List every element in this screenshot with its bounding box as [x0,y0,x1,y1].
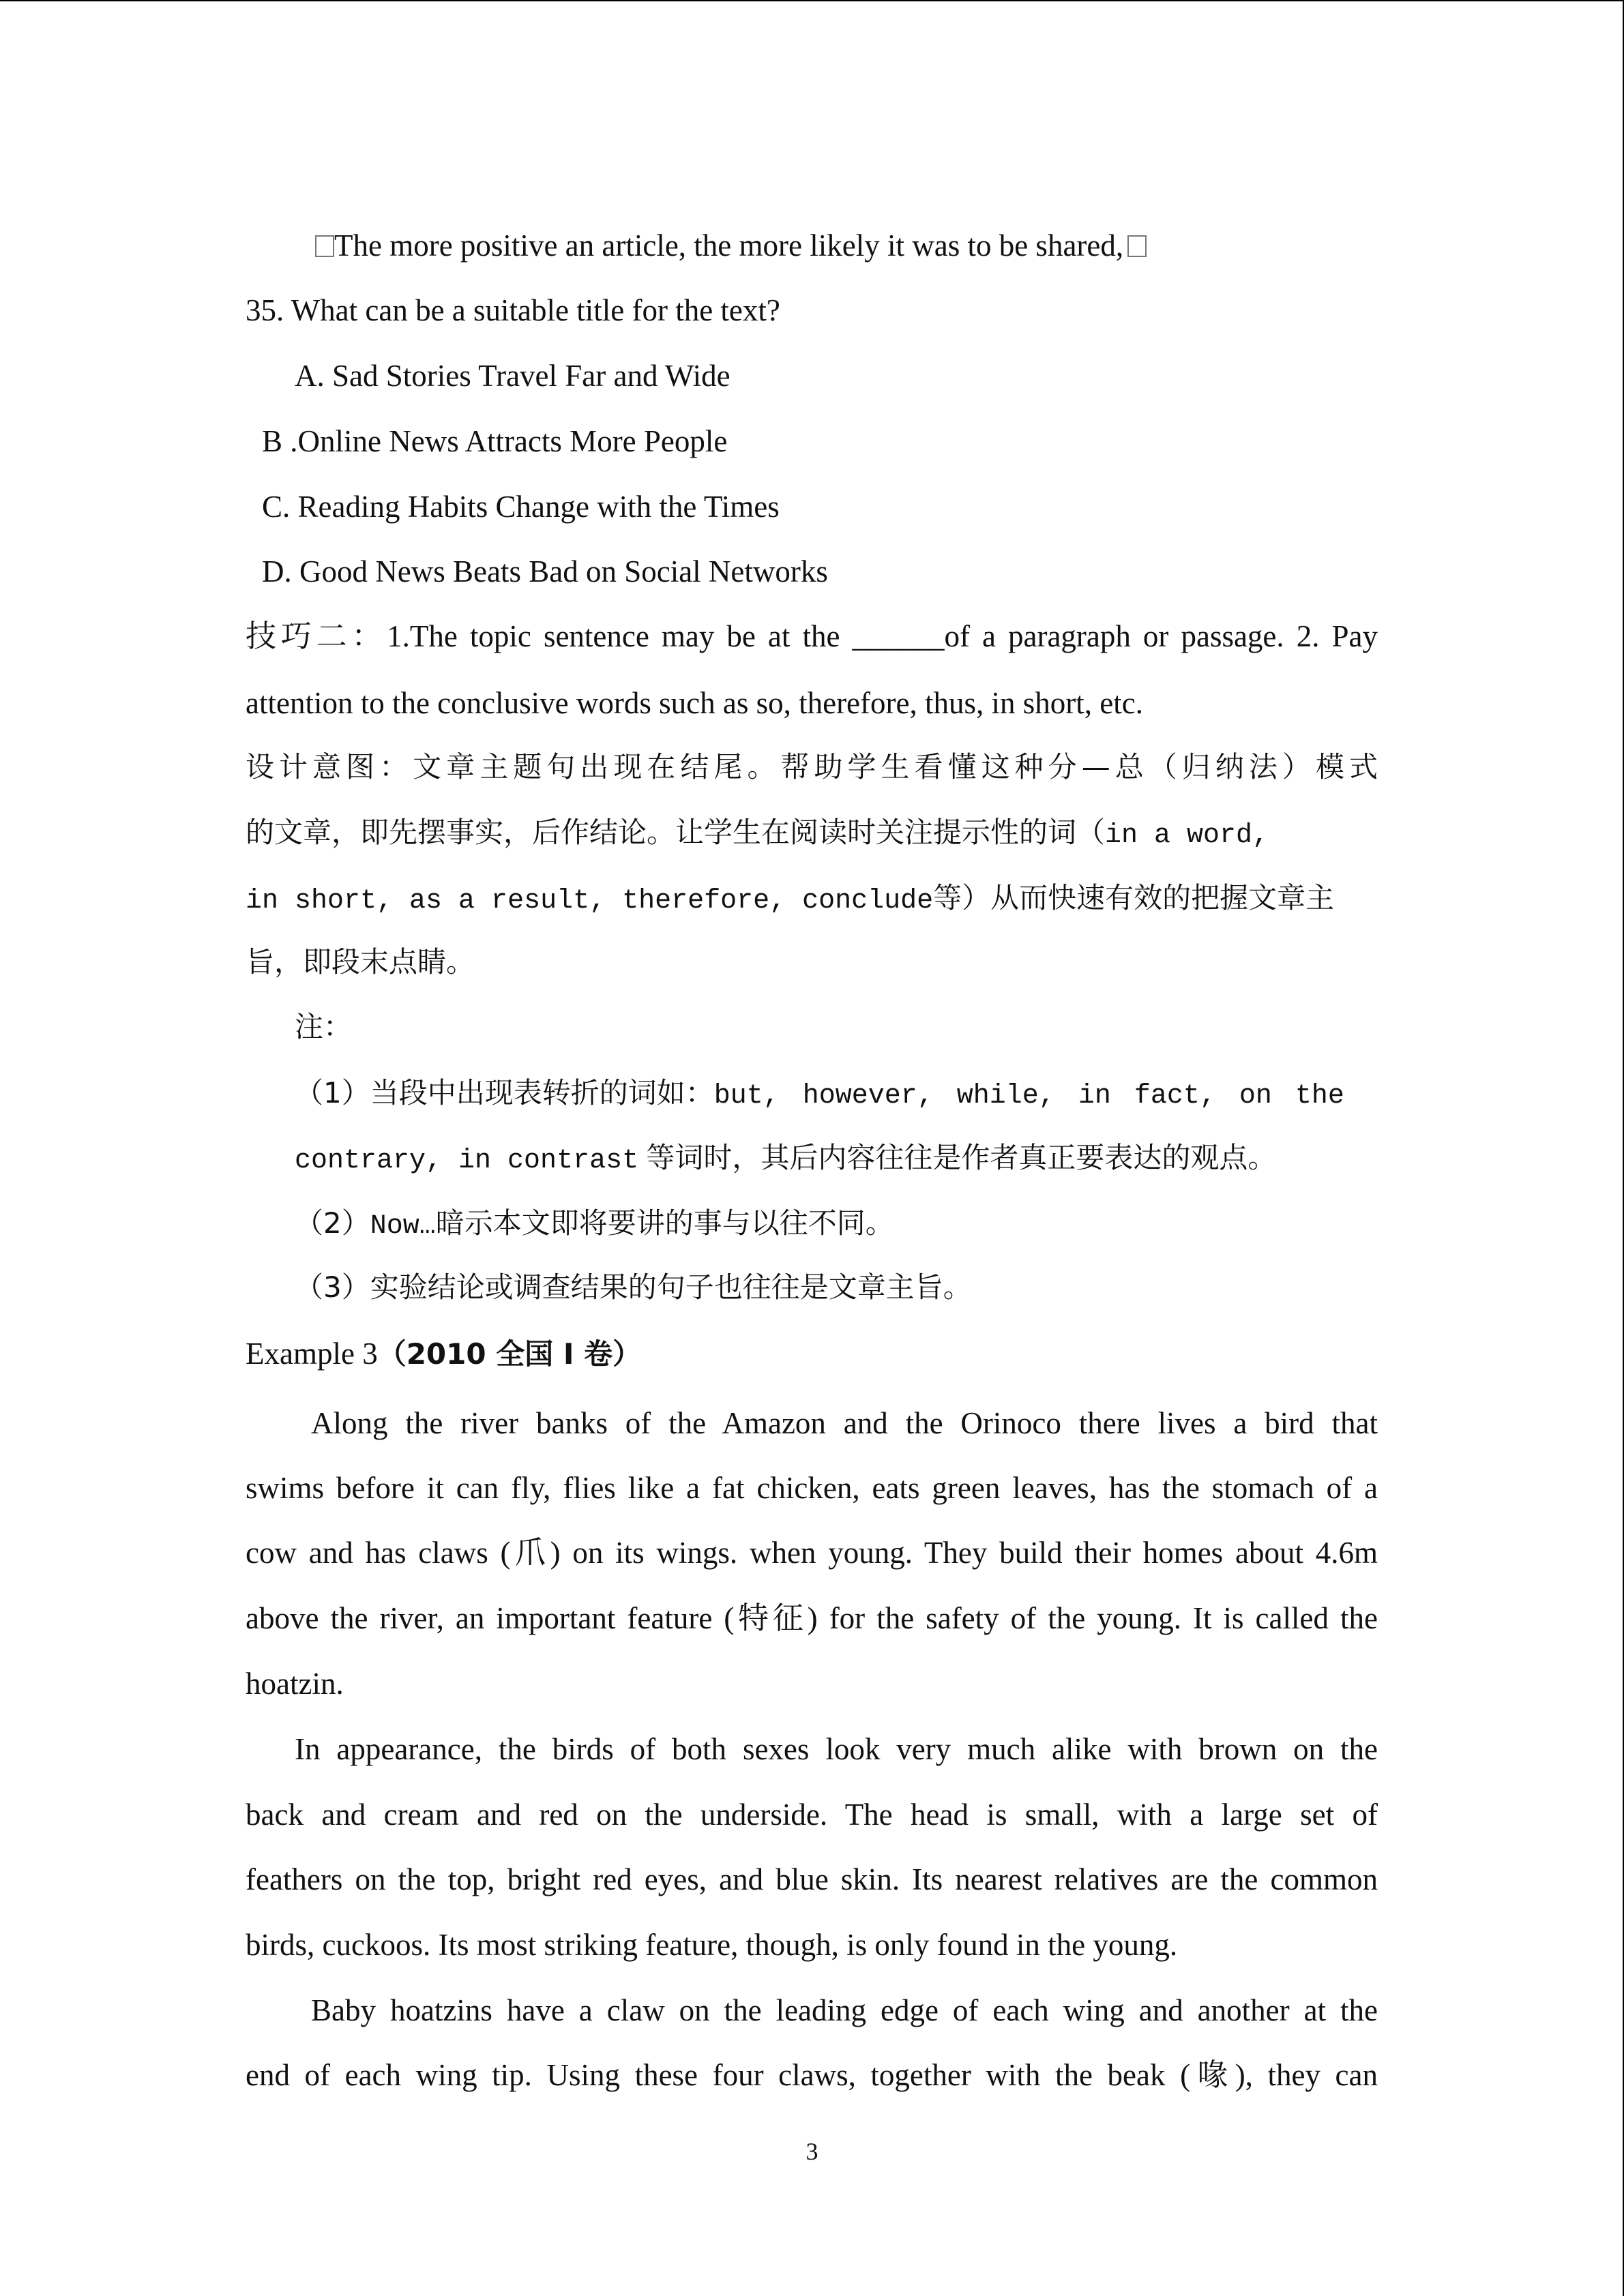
passage-text: In appearance, the birds of both sexes look very much alike with brown on the [295,1732,1378,1766]
option-c: C. Reading Habits Change with the Times [262,490,780,524]
passage-p1-line-4 [246,1599,1378,1637]
note-1-cn: （1）当段中出现表转折的词如： [295,1076,714,1109]
passage-text: Baby hoatzins have a claw on the leading edge of each wing and another at the [311,1993,1378,2027]
note-1-line-1 [295,1073,1344,1116]
passage-p1-line-2 [246,1469,1378,1507]
design-line-2 [246,813,1269,855]
design-text-2-en: in a word, [1105,820,1269,851]
design-text-3-cn: 等）从而快速有效的把握文章主 [933,881,1335,914]
example-label: Example 3 [246,1337,378,1371]
note-3: （3）实验结论或调查结果的句子也往往是文章主旨。 [295,1270,972,1304]
passage-p3-line-1 [311,1991,1378,2029]
tip-line-2: attention to the conclusive words such as so, therefore, thus, in short, etc. [246,686,1143,720]
unknown-glyph-box [1127,235,1147,257]
passage-p2-line-3 [246,1860,1378,1898]
note-1b-en: contrary, in contrast [295,1146,639,1176]
question-stem: 35. What can be a suitable title for the text? [246,293,780,327]
passage-text: above the river, an important feature (特征) for the safety of the young. It is called the [246,1601,1378,1635]
passage-p1-line-3 [246,1534,1378,1572]
design-line-1 [246,748,1378,786]
note-2-prefix: （2） [295,1206,370,1240]
passage-text: feathers on the top, bright red eyes, and blue skin. Its nearest relatives are the common [246,1862,1378,1896]
passage-text: back and cream and red on the underside. The head is small, with a large set of [246,1798,1378,1832]
page-number: 3 [806,2138,818,2165]
passage-p2-line-4: birds, cuckoos. Its most striking feature, though, is only found in the young. [246,1928,1178,1962]
note-1b-cn: 等词时，其后内容往往是作者真正要表达的观点。 [646,1141,1277,1174]
note-2 [295,1204,894,1246]
passage-p2-line-2 [246,1795,1378,1834]
option-a: A. Sad Stories Travel Far and Wide [295,359,730,393]
passage-text: end of each wing tip. Using these four claws, together with the beak (喙), they can [246,2058,1378,2092]
quote-text: The more positive an article, the more likely it was to be shared, [334,228,1124,263]
note-2-cn: 暗示本文即将要讲的事与以往不同。 [435,1206,894,1240]
option-b: B .Online News Attracts More People [262,424,728,458]
design-text-2-cn: 的文章，即先摆事实，后作结论。让学生在阅读时关注提示性的词（ [246,816,1106,849]
passage-text: swims before it can fly, flies like a fat chicken, eats green leaves, has the stomach of a [246,1471,1378,1505]
example-heading [246,1335,641,1373]
design-text-3-en: in short, as a result, therefore, conclude [246,886,934,916]
design-line-3 [246,878,1334,921]
passage-p2-line-1 [295,1730,1378,1768]
quote-line [315,226,1147,265]
passage-text: Along the river banks of the Amazon and the Orinoco there lives a bird that [311,1406,1378,1440]
tip-line-1 [246,617,1378,655]
option-d: D. Good News Beats Bad on Social Networks [262,554,828,588]
passage-p3-line-2 [246,2056,1378,2094]
unknown-glyph-box [315,235,334,257]
notes-heading: 注： [295,1010,353,1043]
example-source: （2010 全国 I 卷） [377,1337,642,1371]
tip-text-1: 技巧二：1.The topic sentence may be at the ______of a paragraph or passage. 2. Pay [246,619,1378,653]
design-text-1: 设计意图：文章主题句出现在结尾。帮助学生看懂这种分—总（归纳法）模式 [246,750,1378,784]
passage-p1-line-5: hoatzin. [246,1667,344,1701]
passage-p1-line-1 [311,1404,1378,1442]
note-1-en: but, however, while, in fact, on the [713,1081,1344,1112]
note-2-en: Now… [370,1211,436,1242]
passage-text: cow and has claws (爪) on its wings. when young. They build their homes about 4.6m [246,1536,1378,1570]
design-line-4: 旨，即段末点睛。 [246,945,475,979]
note-1-line-2 [295,1138,1276,1180]
